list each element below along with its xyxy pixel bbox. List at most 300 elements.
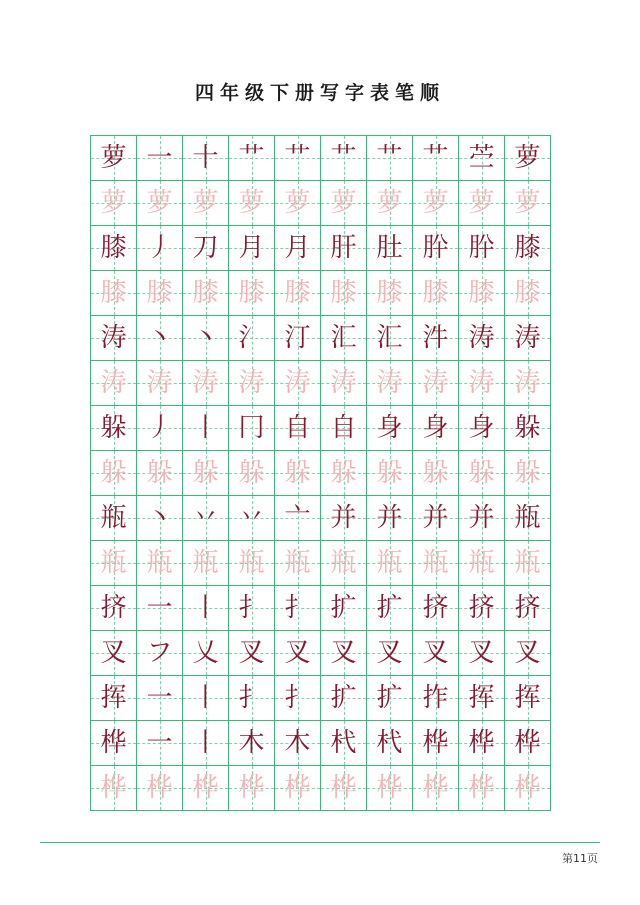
stroke-step: 艹 [238,143,265,173]
stroke-step: 瓶 [146,548,173,578]
stroke-step: 叉 [238,638,265,668]
stroke-step: 躲 [376,458,403,488]
grid-cell [229,496,275,541]
grid-cell [321,631,367,676]
stroke-step: 瓶 [238,548,265,578]
grid-cell [183,676,229,721]
stroke-step: 丶 [146,323,173,353]
grid-cell [459,451,505,496]
stroke-step: 一 [146,143,173,173]
grid-cell [321,181,367,226]
stroke-step: 膝 [192,278,219,308]
grid-cell [137,451,183,496]
grid-cell [137,496,183,541]
grid-cell [229,631,275,676]
grid-cell [413,631,459,676]
stroke-step: 膝 [146,278,173,308]
stroke-step: 苎 [468,143,495,173]
stroke-step: 丨 [192,683,219,713]
stroke-step: 丶 [192,323,219,353]
grid-cell [505,586,551,631]
stroke-step: 膝 [284,278,311,308]
character-model: 叉 [100,638,127,668]
stroke-step: 叉 [514,638,541,668]
character-model: 桦 [100,773,127,803]
grid-cell [321,226,367,271]
stroke-step: 膝 [468,278,495,308]
grid-cell [229,271,275,316]
stroke-step: 萝 [330,188,357,218]
stroke-step: 扩 [330,593,357,623]
character-model: 瓶 [100,548,127,578]
grid-cell [459,136,505,181]
stroke-step: 汼 [422,323,449,353]
grid-cell [321,586,367,631]
grid-cell [275,136,321,181]
grid-cell [229,586,275,631]
stroke-step: 杙 [330,728,357,758]
grid-cell [137,316,183,361]
grid-cell [459,721,505,766]
grid-cell [505,136,551,181]
stroke-step: 膝 [376,278,403,308]
grid-cell [505,541,551,586]
grid-cell [91,271,137,316]
stroke-step: 瓶 [514,548,541,578]
stroke-step: 叉 [468,638,495,668]
stroke-step: 躲 [514,413,541,443]
character-model: 挥 [100,683,127,713]
grid-cell [91,181,137,226]
grid-cell [505,271,551,316]
stroke-step: 丶 [146,503,173,533]
grid-cell [321,316,367,361]
stroke-step: 瓶 [514,503,541,533]
stroke-step: 涛 [284,368,311,398]
grid-cell [459,406,505,451]
grid-cell [137,406,183,451]
stroke-step: 乂 [192,638,219,668]
grid-cell [275,766,321,811]
grid-cell [229,451,275,496]
grid-cell [367,541,413,586]
grid-cell [321,721,367,766]
stroke-step: 杙 [376,728,403,758]
grid-cell [321,496,367,541]
stroke-step: 涛 [422,368,449,398]
grid-cell [413,226,459,271]
grid-cell [183,226,229,271]
grid-cell [367,316,413,361]
stroke-step: 萝 [376,188,403,218]
grid-cell [229,766,275,811]
stroke-step: 肸 [422,233,449,263]
grid-cell [505,766,551,811]
stroke-step: 膝 [514,278,541,308]
stroke-step: 扌 [284,593,311,623]
stroke-step: 艹 [422,143,449,173]
stroke-step: 涛 [468,323,495,353]
grid-cell [367,406,413,451]
stroke-step: 涛 [238,368,265,398]
stroke-step: 桦 [514,728,541,758]
stroke-step: 汀 [284,323,311,353]
grid-cell [413,766,459,811]
grid-cell [459,496,505,541]
grid-cell [505,451,551,496]
grid-cell [275,226,321,271]
grid-cell [367,496,413,541]
stroke-step: 躲 [514,458,541,488]
stroke-step: 躲 [284,458,311,488]
character-model: 涛 [100,323,127,353]
stroke-step: 叉 [284,638,311,668]
stroke-step: 萝 [422,188,449,218]
grid-cell [275,361,321,406]
stroke-step: 瓶 [330,548,357,578]
grid-cell [91,676,137,721]
grid-cell [229,676,275,721]
stroke-step: 桦 [514,773,541,803]
grid-cell [413,676,459,721]
stroke-step: 月 [238,233,265,263]
grid-cell [413,136,459,181]
grid-cell [183,721,229,766]
grid-cell [505,721,551,766]
grid-cell [367,676,413,721]
grid-cell [275,721,321,766]
stroke-step: 自 [284,413,311,443]
stroke-step: 肸 [468,233,495,263]
grid-cell [505,316,551,361]
stroke-step: 艹 [284,143,311,173]
grid-cell [505,496,551,541]
grid-cell [367,136,413,181]
grid-cell [367,271,413,316]
grid-cell [505,361,551,406]
stroke-step: 扌 [238,593,265,623]
grid-cell [275,181,321,226]
grid-cell [91,766,137,811]
grid-cell [413,586,459,631]
character-model: 躲 [100,458,127,488]
stroke-step: 拃 [422,683,449,713]
stroke-step: 挤 [468,593,495,623]
grid-cell [229,316,275,361]
grid-cell [321,136,367,181]
grid-cell [413,496,459,541]
stroke-step: 桦 [192,773,219,803]
stroke-step: 膝 [514,233,541,263]
stroke-step: 瓶 [422,548,449,578]
stroke-step: 丨 [192,728,219,758]
stroke-step: 汇 [330,323,357,353]
stroke-step: 躲 [330,458,357,488]
grid-cell [367,226,413,271]
grid-cell [413,361,459,406]
grid-cell [275,451,321,496]
grid-cell [413,271,459,316]
stroke-step: 躲 [468,458,495,488]
stroke-step: 肝 [330,233,357,263]
stroke-step: 冂 [238,413,265,443]
grid-cell [183,586,229,631]
grid-cell [91,136,137,181]
grid-cell [367,721,413,766]
grid-cell [137,271,183,316]
grid-cell [137,136,183,181]
grid-cell [137,586,183,631]
grid-cell [229,721,275,766]
grid-cell [137,721,183,766]
stroke-step: 萝 [192,188,219,218]
stroke-step: 一 [146,728,173,758]
stroke-step: 身 [422,413,449,443]
grid-cell [91,406,137,451]
character-model: 膝 [100,278,127,308]
grid-cell [321,361,367,406]
stroke-step: 萝 [514,143,541,173]
stroke-step: 身 [376,413,403,443]
grid-cell [459,541,505,586]
stroke-step: 并 [422,503,449,533]
grid-cell [505,181,551,226]
grid-cell [183,631,229,676]
grid-cell [505,226,551,271]
stroke-step: 桦 [468,728,495,758]
stroke-step: 桦 [422,728,449,758]
grid-cell [229,226,275,271]
grid-cell [505,676,551,721]
grid-cell [137,181,183,226]
stroke-step: 叉 [422,638,449,668]
stroke-step: 叉 [376,638,403,668]
stroke-step: 挥 [468,683,495,713]
stroke-step: 丨 [192,413,219,443]
stroke-order-grid [90,135,551,811]
stroke-step: 扩 [376,593,403,623]
grid-cell [413,721,459,766]
stroke-step: 身 [468,413,495,443]
grid-cell [459,586,505,631]
stroke-step: 躲 [422,458,449,488]
stroke-step: 叉 [330,638,357,668]
stroke-step: 刀 [192,233,219,263]
stroke-step: 木 [238,728,265,758]
stroke-step: 扩 [330,683,357,713]
stroke-step: 丨 [192,593,219,623]
stroke-step: 瓶 [192,548,219,578]
grid-cell [321,766,367,811]
grid-cell [275,406,321,451]
stroke-step: 萝 [284,188,311,218]
grid-cell [91,721,137,766]
stroke-step: 艹 [376,143,403,173]
grid-cell [91,226,137,271]
grid-cell [459,766,505,811]
footer-divider [40,842,600,843]
stroke-step: 十 [192,143,219,173]
grid-cell [459,226,505,271]
grid-cell [183,361,229,406]
stroke-step: 桦 [238,773,265,803]
character-model: 萝 [100,188,127,218]
stroke-step: 肚 [376,233,403,263]
grid-cell [321,541,367,586]
grid-cell [367,451,413,496]
grid-cell [137,766,183,811]
grid-cell [183,271,229,316]
grid-cell [367,631,413,676]
stroke-step: 扌 [238,683,265,713]
grid-cell [275,631,321,676]
stroke-step: フ [146,638,173,668]
stroke-step: 桦 [284,773,311,803]
grid-cell [275,586,321,631]
stroke-step: 躲 [238,458,265,488]
stroke-step: 躲 [146,458,173,488]
stroke-step: 挤 [422,593,449,623]
stroke-step: 桦 [330,773,357,803]
stroke-step: 涛 [330,368,357,398]
grid-cell [91,541,137,586]
stroke-step: 瓶 [284,548,311,578]
stroke-step: 涛 [514,323,541,353]
stroke-step: 丿 [146,233,173,263]
grid-cell [367,181,413,226]
stroke-step: 挤 [514,593,541,623]
character-model: 膝 [100,233,127,263]
stroke-step: 并 [468,503,495,533]
stroke-step: 瓶 [468,548,495,578]
grid-cell [91,631,137,676]
stroke-step: 木 [284,728,311,758]
stroke-step: 一 [146,593,173,623]
character-model: 瓶 [100,503,127,533]
stroke-step: 涛 [146,368,173,398]
stroke-step: 涛 [468,368,495,398]
page-number: 第11页 [562,852,598,865]
grid-cell [413,406,459,451]
grid-cell [321,406,367,451]
grid-cell [137,631,183,676]
character-model: 涛 [100,368,127,398]
grid-cell [367,361,413,406]
grid-cell [137,226,183,271]
grid-cell [229,541,275,586]
grid-cell [275,271,321,316]
stroke-step: 并 [376,503,403,533]
grid-cell [321,271,367,316]
grid-cell [183,181,229,226]
grid-cell [459,316,505,361]
grid-cell [275,316,321,361]
stroke-step: 一 [146,683,173,713]
stroke-step: 膝 [238,278,265,308]
grid-cell [367,586,413,631]
grid-cell [183,451,229,496]
grid-cell [413,541,459,586]
grid-cell [367,766,413,811]
grid-cell [183,316,229,361]
grid-cell [459,271,505,316]
grid-cell [321,676,367,721]
grid-cell [183,496,229,541]
grid-cell [91,316,137,361]
stroke-step: 丷 [192,503,219,533]
grid-cell [183,136,229,181]
character-model: 挤 [100,593,127,623]
grid-cell [183,766,229,811]
stroke-step: 膝 [422,278,449,308]
stroke-step: 萝 [146,188,173,218]
stroke-step: 躲 [192,458,219,488]
stroke-step: 萝 [238,188,265,218]
stroke-step: 月 [284,233,311,263]
stroke-step: 氵 [238,323,265,353]
grid-cell [91,451,137,496]
grid-cell [91,586,137,631]
stroke-step: 扌 [284,683,311,713]
stroke-step: 艹 [330,143,357,173]
stroke-step: 瓶 [376,548,403,578]
grid-cell [459,631,505,676]
grid-cell [321,451,367,496]
grid-cell [137,541,183,586]
grid-cell [229,136,275,181]
grid-cell [275,541,321,586]
stroke-step: 桦 [376,773,403,803]
grid-cell [229,181,275,226]
grid-cell [275,496,321,541]
character-model: 躲 [100,413,127,443]
grid-cell [91,496,137,541]
grid-cell [413,451,459,496]
grid-cell [275,676,321,721]
stroke-step: 汇 [376,323,403,353]
grid-cell [229,406,275,451]
stroke-step: 涛 [376,368,403,398]
grid-cell [183,541,229,586]
stroke-step: 并 [330,503,357,533]
grid-cell [137,676,183,721]
character-model: 萝 [100,143,127,173]
grid-cell [413,316,459,361]
stroke-step: 涛 [192,368,219,398]
stroke-step: 亠 [284,503,311,533]
stroke-step: 涛 [514,368,541,398]
stroke-step: 桦 [422,773,449,803]
grid-cell [459,676,505,721]
page-title: 四年级下册写字表笔顺 [194,82,445,104]
stroke-step: 桦 [468,773,495,803]
stroke-step: 丷 [238,503,265,533]
grid-cell [413,181,459,226]
stroke-step: 膝 [330,278,357,308]
character-model: 桦 [100,728,127,758]
stroke-step: 桦 [146,773,173,803]
grid-cell [505,631,551,676]
stroke-step: 自 [330,413,357,443]
grid-cell [505,406,551,451]
stroke-step: 萝 [514,188,541,218]
grid-cell [137,361,183,406]
stroke-step: 扩 [376,683,403,713]
stroke-step: 丿 [146,413,173,443]
grid-cell [183,406,229,451]
grid-cell [459,181,505,226]
stroke-step: 萝 [468,188,495,218]
